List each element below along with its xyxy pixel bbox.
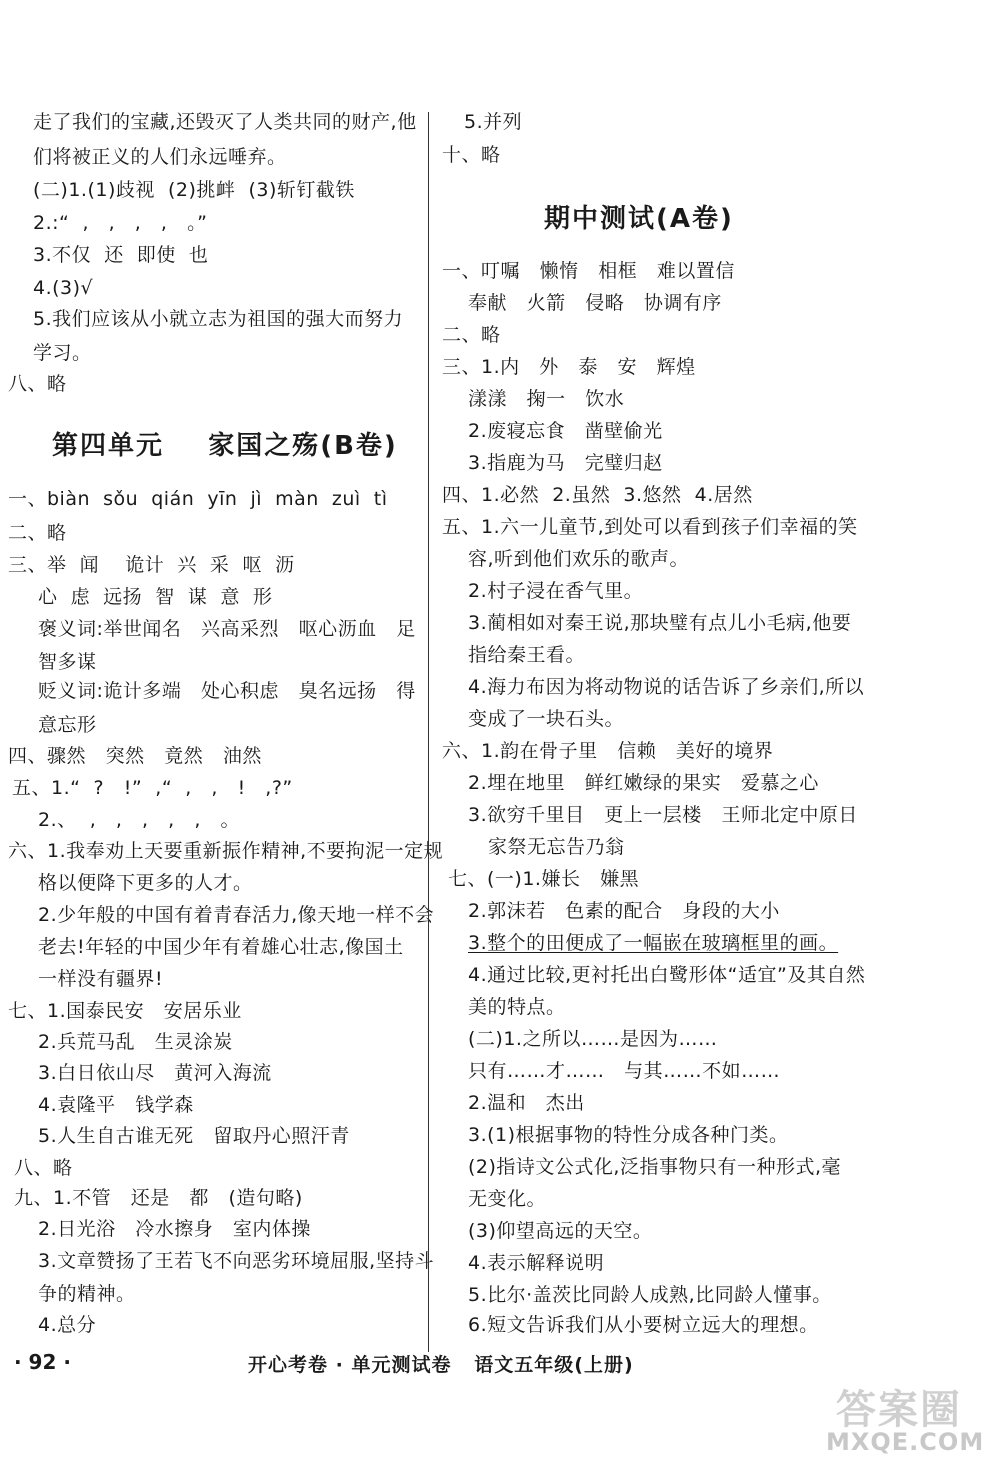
text-line: 无变化。 bbox=[468, 1188, 547, 1210]
text-line: 2.日光浴 冷水擦身 室内体操 bbox=[38, 1218, 311, 1240]
text-line: 2.温和 杰出 bbox=[468, 1092, 585, 1114]
section-heading: 第四单元 家国之殇(B卷) bbox=[52, 431, 398, 461]
text-line: 3.不仅 还 即使 也 bbox=[33, 244, 209, 266]
text-line: 4.表示解释说明 bbox=[468, 1252, 605, 1274]
text-line: 4.海力布因为将动物说的话告诉了乡亲们,所以 bbox=[468, 676, 865, 698]
text-line: 只有……才…… 与其……不如…… bbox=[468, 1060, 781, 1082]
text-line: 九、1.不管 还是 都 (造句略) bbox=[14, 1187, 303, 1209]
text-line: 容,听到他们欢乐的歌声。 bbox=[468, 548, 690, 570]
text-line: 老去!年轻的中国少年有着雄心壮志,像国土 bbox=[38, 936, 404, 958]
page-number: · 92 · bbox=[14, 1350, 71, 1374]
text-line: (3)仰望高远的天空。 bbox=[468, 1220, 653, 1242]
text-line: 4.通过比较,更衬托出白鹭形体“适宜”及其自然 bbox=[468, 964, 866, 986]
underlined-answer: 3.整个的田便成了一幅嵌在玻璃框里的画。 bbox=[468, 932, 839, 954]
text-line: 三、举 闻 诡计 兴 采 呕 沥 bbox=[8, 554, 295, 576]
text-line: 一、biàn sǒu qián yīn jì màn zuì tì bbox=[8, 488, 388, 510]
text-line: 3.文章赞扬了王若飞不向恶劣环境屈服,坚持斗 bbox=[38, 1250, 435, 1272]
text-line: 一、叮嘱 懒惰 相框 难以置信 bbox=[442, 260, 735, 282]
text-line: 褒义词:举世闻名 兴高采烈 呕心沥血 足 bbox=[38, 618, 416, 640]
watermark-logo bbox=[826, 1378, 986, 1456]
text-line: 2.、 , , , , , 。 bbox=[38, 809, 240, 831]
text-line: 八、略 bbox=[14, 1157, 73, 1179]
text-line: 2.兵荒马乱 生灵涂炭 bbox=[38, 1031, 233, 1053]
text-line: 漾漾 掬一 饮水 bbox=[468, 388, 625, 410]
text-line: 5.人生自古谁无死 留取丹心照汗青 bbox=[38, 1125, 350, 1147]
text-line: 七、(一)1.嫌长 嫌黑 bbox=[448, 868, 640, 890]
text-line: 4.袁隆平 钱学森 bbox=[38, 1094, 194, 1116]
text-line: 4.(3)√ bbox=[33, 277, 94, 299]
text-line: 走了我们的宝藏,还毁灭了人类共同的财产,他 bbox=[33, 111, 417, 133]
section-heading: 期中测试(A卷) bbox=[544, 204, 734, 234]
text-line: 四、骤然 突然 竟然 油然 bbox=[8, 745, 262, 767]
column-divider bbox=[428, 112, 429, 1352]
text-line: 们将被正义的人们永远唾弃。 bbox=[33, 146, 287, 168]
text-line: 2.郭沫若 色素的配合 身段的大小 bbox=[468, 900, 780, 922]
text-line: 4.总分 bbox=[38, 1314, 97, 1336]
text-line: (二)1.之所以……是因为…… bbox=[468, 1028, 718, 1050]
text-line: 5.并列 bbox=[464, 111, 523, 133]
text-line: (2)指诗文公式化,泛指事物只有一种形式,毫 bbox=[468, 1156, 841, 1178]
text-line: 指给秦王看。 bbox=[468, 644, 586, 666]
text-line: 3.欲穷千里目 更上一层楼 王师北定中原日 bbox=[468, 804, 858, 826]
text-line: 一样没有疆界! bbox=[38, 968, 164, 990]
text-line: 美的特点。 bbox=[468, 996, 566, 1018]
text-line: 变成了一块石头。 bbox=[468, 708, 625, 730]
text-line: 二、略 bbox=[442, 324, 501, 346]
text-line: 格以便降下更多的人才。 bbox=[38, 872, 253, 894]
book-title: 开心考卷 · 单元测试卷 语文五年级(上册) bbox=[248, 1354, 634, 1376]
text-line: 七、1.国泰民安 安居乐业 bbox=[8, 1000, 242, 1022]
text-line: 5.比尔·盖茨比同龄人成熟,比同龄人懂事。 bbox=[468, 1284, 832, 1306]
text-line: 五、1.六一儿童节,到处可以看到孩子们幸福的笑 bbox=[442, 516, 858, 538]
text-line: 学习。 bbox=[33, 342, 92, 364]
text-line: 3.指鹿为马 完璧归赵 bbox=[468, 452, 663, 474]
text-line: 六、1.我奉劝上天要重新振作精神,不要拘泥一定规 bbox=[8, 840, 444, 862]
text-line: 三、1.内 外 泰 安 辉煌 bbox=[442, 356, 696, 378]
text-line: 十、略 bbox=[442, 144, 501, 166]
text-line: (二)1.(1)歧视 (2)挑衅 (3)斩钉截铁 bbox=[33, 179, 355, 201]
text-line: 3.蔺相如对秦王说,那块璧有点儿小毛病,他要 bbox=[468, 612, 852, 634]
text-line: 3.白日依山尽 黄河入海流 bbox=[38, 1062, 272, 1084]
text-line: 2.少年般的中国有着青春活力,像天地一样不会 bbox=[38, 904, 435, 926]
text-line: 五、1.“ ? !” ,“ , , ! ,?” bbox=[12, 777, 293, 799]
text-line: 2.村子浸在香气里。 bbox=[468, 580, 644, 602]
text-line: 二、略 bbox=[8, 522, 67, 544]
text-line: 6.短文告诉我们从小要树立远大的理想。 bbox=[468, 1314, 819, 1336]
text-line: 八、略 bbox=[8, 373, 67, 395]
text-line: 贬义词:诡计多端 处心积虑 臭名远扬 得 bbox=[38, 680, 416, 702]
text-line: 3.(1)根据事物的特性分成各种门类。 bbox=[468, 1124, 789, 1146]
text-line: 2.废寝忘食 凿壁偷光 bbox=[468, 420, 663, 442]
text-line: 奉献 火箭 侵略 协调有序 bbox=[468, 292, 722, 314]
text-line: 2.埋在地里 鲜红嫩绿的果实 爱慕之心 bbox=[468, 772, 819, 794]
text-line: 智多谋 bbox=[38, 651, 97, 673]
text-line: 意忘形 bbox=[38, 714, 97, 736]
watermark-url-text: MXQE.COM bbox=[826, 1428, 985, 1456]
watermark-top-text: 答案圈 bbox=[836, 1387, 962, 1433]
text-line: 六、1.韵在骨子里 信赖 美好的境界 bbox=[442, 740, 774, 762]
text-line: 争的精神。 bbox=[38, 1283, 136, 1305]
text-line: 心 虑 远扬 智 谋 意 形 bbox=[38, 586, 273, 608]
text-line: 5.我们应该从小就立志为祖国的强大而努力 bbox=[33, 308, 404, 330]
text-line: 四、1.必然 2.虽然 3.悠然 4.居然 bbox=[442, 484, 753, 506]
text-line: 2.:“ , , , , 。” bbox=[33, 212, 208, 234]
text-line: 家祭无忘告乃翁 bbox=[488, 836, 625, 858]
